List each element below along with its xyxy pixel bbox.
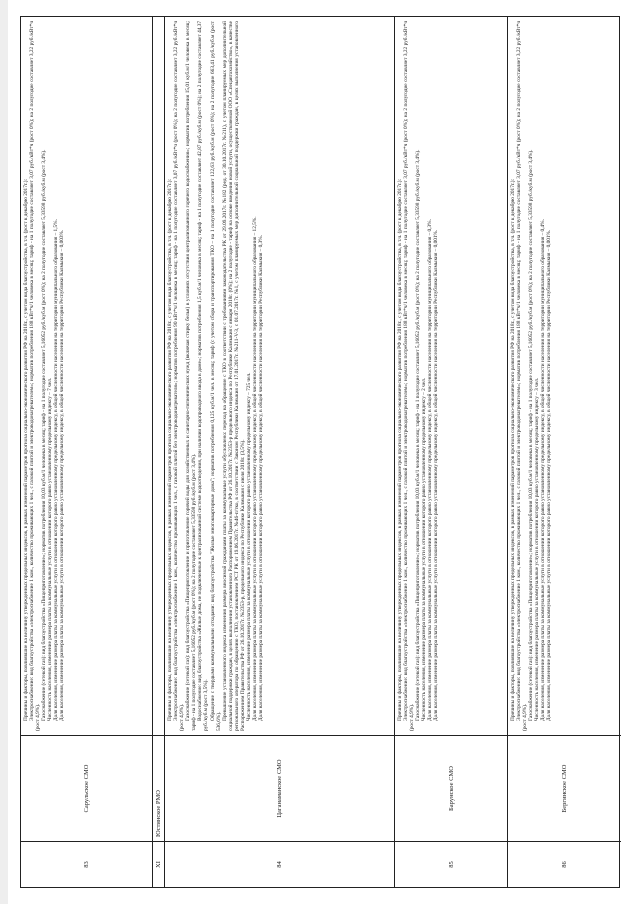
table-row: [21, 17, 153, 887]
paragraph: Доля населения, изменение размера платы за коммунальные услуги в отношении которого равно установленному предельному индексу, в общей численности населения на территории муниципального образования – 12,5%.: [252, 216, 259, 721]
paragraph: Доля населения, изменение размера платы за коммунальные услуги в отношении которого равно установленному предельному индексу, в общей численности населения на территории муниципального образования – 0,3%.: [427, 219, 434, 721]
section-name: Юстинское РМО: [153, 735, 164, 841]
municipality-name: Цаганаманское СМО: [165, 735, 394, 841]
row-number: 84: [165, 841, 394, 887]
paragraph: Численность населения, изменение размера платы за коммунальные услуги в отношении которого равно установленному предельному индексу – 3 чел.: [534, 377, 541, 721]
row-number: 83: [21, 841, 152, 887]
paragraph: Причины и факторы, повлиявшие на величину утвержденных предельных индексов, в рамках изменений параметров прогноза социально-экономического развития РФ на 2018г., с учетом вида благоустройства, в т.ч. (рост к декабрю 2017г.):: [23, 179, 29, 721]
row-text: [508, 17, 621, 735]
paragraph: Причины и факторы, повлиявшие на величину утвержденных предельных индексов, в рамках изменений параметров прогноза социально-экономического развития РФ на 2018г., с учетом вида благоустройства, в т.ч. (рост к декабрю 2017г.):: [510, 179, 516, 721]
table-row: [165, 17, 395, 887]
rotated-page: [20, 16, 620, 888]
paragraph: Причины и факторы, повлиявшие на величину утвержденных предельных индексов, в рамках изменений параметров прогноза социально-экономического развития РФ на 2018г., с учетом вида благоустройства, в т.ч. (рост к декабрю 2017г.):: [167, 179, 173, 721]
paragraph: Численность населения, изменение размера платы за коммунальные услуги в отношении которого равно установленному предельному индексу – 7 чел.: [47, 377, 54, 721]
paragraph: Обращение с твердыми коммунальными отходами: вид благоустройства "Жилые многоквартирные дома"; норматив потребления 0,125 куб.м/1 чел. в месяц; тариф (с учетом сбора и транспортирования ТКО – на 1 полугодие составляет 122,63 руб./куб.м (рост 0%); на 2 полугодие 663,41 руб./куб.м (рост 536,6%).: [209, 21, 222, 731]
row-text: [165, 17, 394, 735]
paragraph: Газоснабжение (сетевой газ): вид благоустройства «Пищеприготовление»; норматив потребления 10,03 куб.м/1 человека в месяц; тариф - на 1 полугодие составляет 5,16052 руб./куб.м (рост 0%); на 2 полугодие составляет 5,33598 руб./куб.м (рост 3,4%).: [415, 149, 422, 721]
municipality-name: Бергинское СМО: [508, 735, 621, 841]
row-number: 86: [508, 841, 621, 887]
paragraph: Газоснабжение (сетевой газ): вид благоустройства «Пищеприготовление и приготовление горячей воды для хозяйственных и санитарно-гигиенических нужд (включая стирку белья) в условиях отсутствия централизованного горячего водоснабжения»; норматив потребления 15,01 куб.м/1 человека в месяц; тариф - на 1 полугодие составляет 5,16052 руб./куб.м (рост 0%); на 2 полугодие составляет 5,33598 руб./куб.м (рост 3,4%).: [185, 21, 198, 731]
table-row: [395, 17, 508, 887]
row-number: 85: [395, 841, 507, 887]
table-row: [508, 17, 621, 887]
paragraph: Доля населения, изменение размера платы за коммунальные услуги в отношении которого равно установленному предельному индексу, в общей численности населения на территории Республики Калмыкия – 0,001%.: [433, 229, 440, 721]
row-text: [395, 17, 507, 735]
paragraph: Доля населения, изменение размера платы за коммунальные услуги в отношении которого равно установленному предельному индексу, в общей численности населения на территории Республики Калмыкия – 0,003%.: [59, 229, 66, 721]
paragraph: Электроснабжение: вид благоустройства «электроснабжение 1 ком., количество проживающих 1 чел., с газовой плитой и электроводонагревателем»; норматив потребления 188 кВт*ч/1 человека в месяц; тариф - на 1 полугодие составляет 3,07 руб./кВт*ч (рост 0%); на 2 полугодие составляет 3,22 руб./кВт*ч (рост 4,9%).: [403, 21, 416, 731]
paragraph: Электроснабжение: вид благоустройства «электроснабжение 1 ком., количество проживающих 1 чел., с газовой плитой без электроводонагревателя»; норматив потребления 90 кВт*ч/1 человека в месяц; тариф - на 1 полугодие составляет 3,07 руб./кВт*ч (рост 0%); на 2 полугодие составляет 3,22 руб./кВт*ч (рост 4,9%).: [173, 21, 186, 731]
paragraph: Электроснабжение: вид благоустройства «электроснабжение 1 ком., количество проживающих 1 чел., с газовой плитой и электроводонагревателем»; норматив потребления 188 кВт*ч/1 человека в месяц; тариф - на 1 полугодие составляет 3,07 руб./кВт*ч (рост 0%); на 2 полугодие составляет 3,22 руб./кВт*ч (рост 4,9%).: [29, 21, 42, 731]
municipality-name: Сарульское СМО: [21, 735, 152, 841]
paragraph: Водоснабжение: вид благоустройства «Жилые дома, не подключенные к централизованной системе водоотведения, при наличии водопроводного ввода в доме»; норматив потребления 1,5 куб.м/1 человека в месяц; тариф - на 1 полугодие составляет 42,87 руб./куб.м (рост 0%); на 2 полугодие составляет 44,37 руб./куб.м (рост 3,5%).: [197, 21, 210, 731]
municipality-name: Барунское СМО: [395, 735, 507, 841]
section-row: [153, 17, 165, 887]
paragraph: Доля населения, изменение размера платы за коммунальные услуги в отношении которого равно установленному предельному индексу, в общей численности населения на территории муниципального образования – 0,4%.: [540, 219, 547, 721]
municipal-table: [20, 16, 620, 888]
paragraph: Численность населения, изменение размера платы за коммунальные услуги в отношении которого равно установленному предельному индексу – 2 чел.: [421, 377, 428, 721]
paragraph: Доля населения, изменение размера платы за коммунальные услуги в отношении которого равно установленному предельному индексу, в общей численности населения на территории Республики Калмыкия – 0,3%.: [258, 235, 265, 721]
section-number: XI: [153, 841, 164, 887]
paragraph: Доля населения, изменение размера платы за коммунальные услуги в отношении которого равно установленному предельному индексу, в общей численности населения на территории Республики Калмыкия – 0,001%.: [546, 229, 553, 721]
section-empty-cell: [153, 17, 164, 735]
paragraph: Газоснабжение (сетевой газ): вид благоустройства «Пищеприготовление»; норматив потребления 10,03 куб.м/1 человека в месяц; тариф - на 1 полугодие составляет 5,16052 руб./куб.м (рост 0%); на 2 полугодие составляет 5,33598 руб./куб.м (рост 3,4%).: [528, 149, 535, 721]
row-text: [21, 17, 152, 735]
paragraph: Газоснабжение (сетевой газ): вид благоустройства «Пищеприготовление»; норматив потребления 10,03 куб.м/1 человека в месяц; тариф - на 1 полугодие составляет 5,16052 руб./куб.м (рост 0%); на 2 полугодие составляет 5,33598 руб./куб.м (рост 3,4%).: [41, 149, 48, 721]
paragraph: Численность населения, изменение размера платы за коммунальные услуги в отношении которого равно установленному предельному индексу – 725 чел.: [246, 372, 253, 721]
paragraph: Доля населения, изменение размера платы за коммунальные услуги в отношении которого равно установленному предельному индексу, в общей численности населения на территории муниципального образования – 1,5%.: [53, 219, 60, 721]
paragraph: Причины и факторы, повлиявшие на величину утвержденных предельных индексов, в рамках изменений параметров прогноза социально-экономического развития РФ на 2018г., с учетом вида благоустройства, в т.ч. (рост к декабрю 2017г.):: [397, 179, 403, 721]
paragraph: Превышение установленного индекса изменения размера вносимой гражданами платы за коммунальные услуги обусловлено: переход на обращение с ТКО в соответствии с требованиями законодательства РК от 29.09.2017г. №182 (ред. от 30.10.2017г. №211), с учетом планируемых мер дополнительной социальной поддержки граждан, в целях выполнения установленного Распоряжением Правительства РФ от 26.10.2017г. №2353-р предельного индекса по Республике Калмыкия с января 2018г. (0%); на 2 полугодие - тариф на основе введения новой услуги, осуществляемой ООО «Спецавтохозяйство», в качестве регионального оператора по обращению с ТКО, постановлением РСТ РК от 19.06.2017г. №46-п/тко, в соответствии с Законом Республики Калмыкия от 17.01.2017г. №211-V-3, с 01.07.2017г. №1, с учетом планируемых мер дополнительной социальной поддержки граждан, в целях выполнения установленного Распоряжением Правительства РФ от 26.10.2017г. №2353-р, предельного индекса по Республике Калмыкия с июля 2018г. (3,5%).: [221, 21, 246, 731]
paragraph: Электроснабжение: вид благоустройства «электроснабжение 1 ком., количество проживающих 1 чел., с газовой плитой и электроводонагревателем»; норматив потребления 188 кВт*ч/1 человека в месяц; тариф - на 1 полугодие составляет 3,07 руб./кВт*ч (рост 0%); на 2 полугодие составляет 3,22 руб./кВт*ч (рост 4,9%).: [516, 21, 529, 731]
scan-edge: [0, 0, 8, 904]
